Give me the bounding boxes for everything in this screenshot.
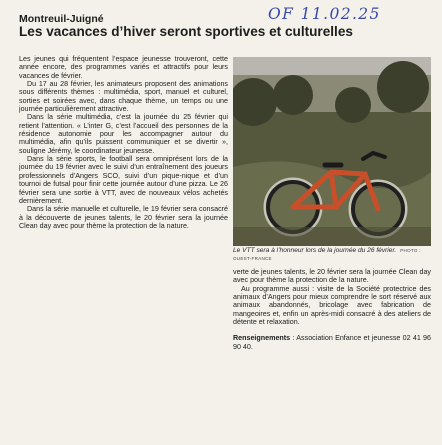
location-label: Montreuil-Juigné [19, 13, 104, 25]
paragraph-3: Dans la série multimédia, c’est la journée du 25 février qui retient l’attention. « L’inter G, c’est l’accueil des personnes de la résidence autonomie pour les accompagner autour du multimédia, afin qu’ils puissent communiquer et se divertir », souligne Jérémy, le coordinateur jeunesse. [19, 113, 228, 155]
article-photo [233, 57, 431, 246]
paragraph-1: Les jeunes qui fréquentent l’espace jeunesse trouveront, cette année encore, des programmes variés et attractifs pour leurs vacances de février. [19, 55, 228, 80]
info-text: : Association Enfance et jeunesse 02 41 96 90 40. [233, 334, 431, 351]
paragraph-5: Dans la série manuelle et culturelle, le 19 février sera consacré à la découverte de jeunes talents, le 20 février sera la journée Clean day avec pour thème la protection de la nature. [19, 205, 228, 230]
article-column-left [19, 55, 228, 443]
article-headline: Les vacances d’hiver seront sportives et culturelles [19, 24, 353, 39]
article-column-right [233, 268, 431, 443]
photo-credit: PHOTO : OUEST-FRANCE [233, 248, 421, 261]
paragraph-2: Du 17 au 28 février, les animateurs proposent des animations sous différents thèmes : multimédia, sport, manuel et culturel, sorties et soirées avec, dans chaque thème, un temps ou une journée particulièrement attractive. [19, 80, 228, 114]
photo-caption [233, 247, 431, 263]
paragraph-7: Au programme aussi : visite de la Société protectrice des animaux d’Angers pour mieux comprendre le sort réservé aux animaux abandonnés, bricolage avec fabrication de mangeoires et, enfin un après-midi consacré à des ateliers de détente et relaxation. [233, 284, 431, 327]
bicycle-photo-image [233, 57, 431, 246]
info-paragraph [233, 334, 431, 351]
paragraph-4: Dans la série sports, le football sera omniprésent lors de la journée du 19 février avec le suivi d’un entraînement des joueurs professionnels d’Angers SCO, suivi d’un pique-nique et d’un tournoi de futsal pour finir cette journée autour d’une pizza. Le 26 février sera une sortie à VTT, avec de nouveaux vélos achetés dernièrement. [19, 155, 228, 205]
paragraph-6: verte de jeunes talents, le 20 février sera la journée Clean day avec pour thème la protection de la nature. [233, 268, 431, 285]
info-label: Renseignements [233, 334, 291, 343]
caption-text: Le VTT sera à l’honneur lors de la journée du 26 février. [233, 247, 397, 254]
handwritten-date-note: OF 11.02.25 [268, 5, 381, 23]
